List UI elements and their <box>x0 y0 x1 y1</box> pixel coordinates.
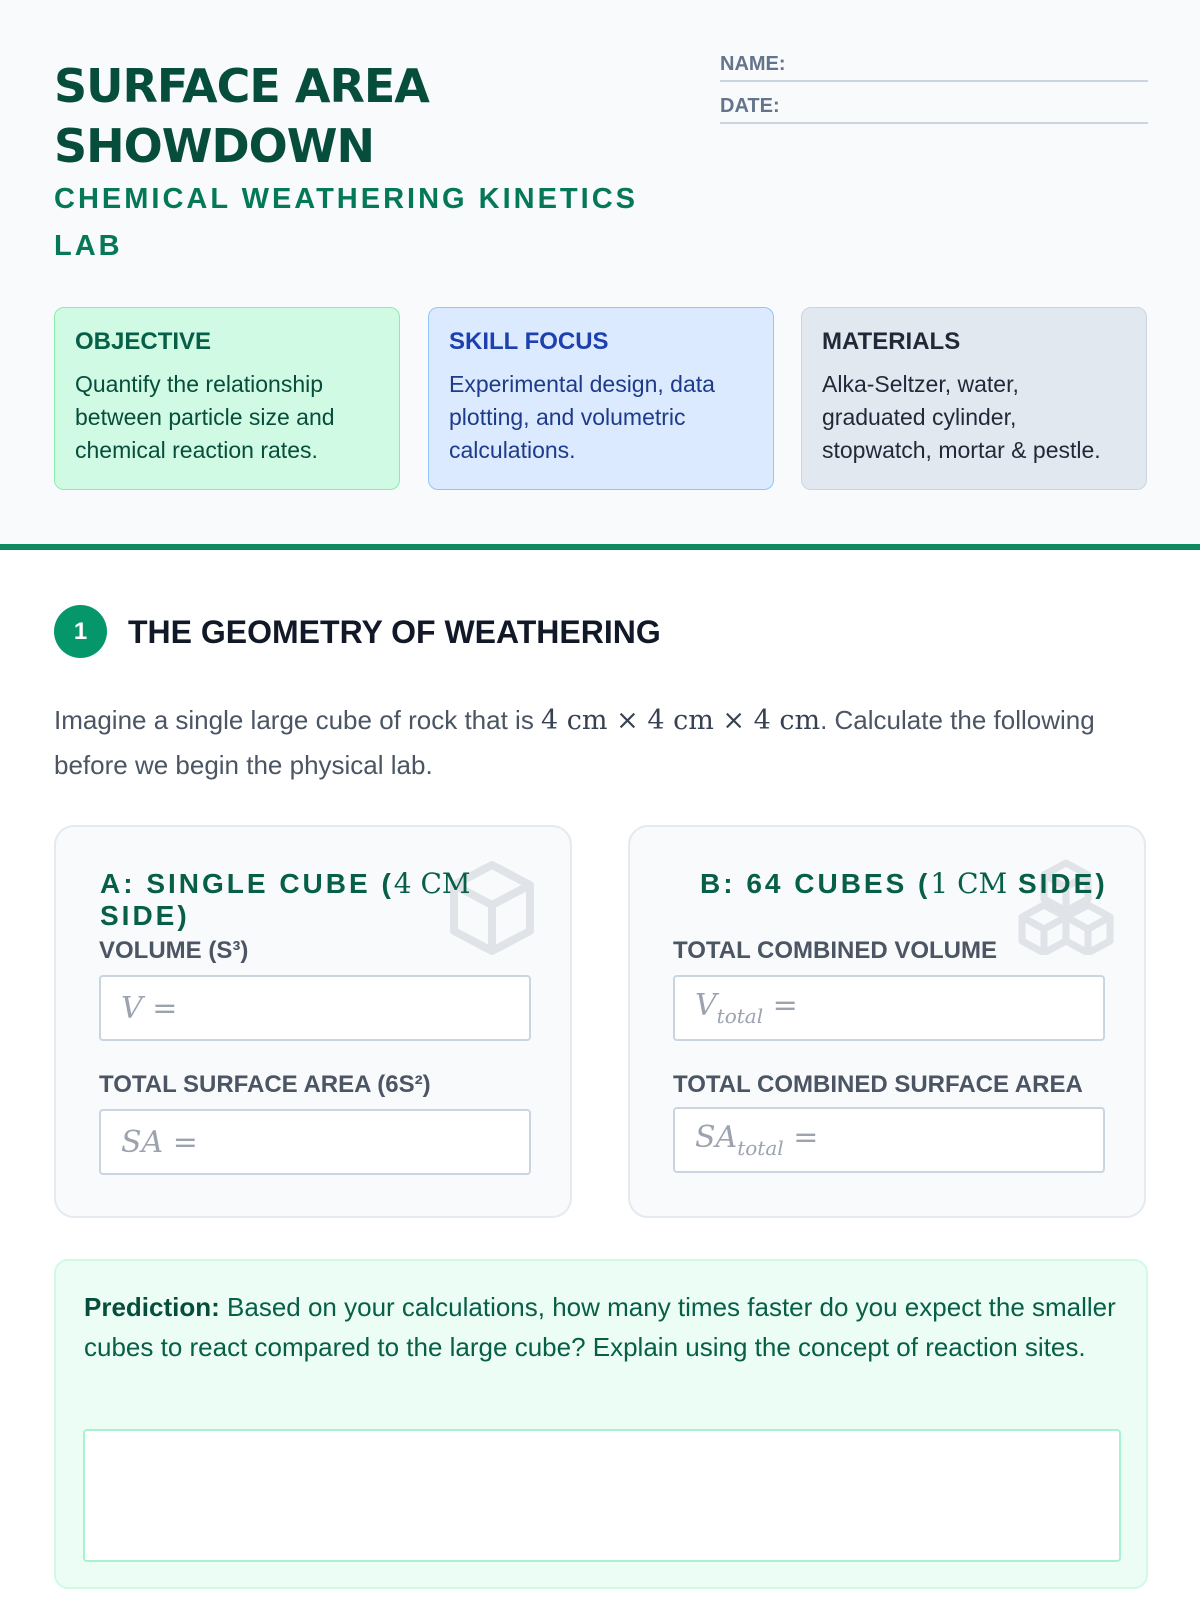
many-cubes-panel <box>628 825 1146 1218</box>
single-cube-title-prefix: A: SINGLE CUBE ( <box>100 868 394 899</box>
single-cube-surface-area-input[interactable] <box>99 1109 531 1175</box>
volume-subscript: total <box>716 1004 764 1028</box>
objective-label: OBJECTIVE <box>75 328 212 355</box>
surface-area-subscript: total <box>737 1136 784 1160</box>
prediction-answer-input[interactable] <box>83 1429 1121 1562</box>
prediction-text: Based on your calculations, how many times faster do you expect the smaller cubes to react compared to the large cube? Explain using the concept of reaction sites. <box>84 1292 1116 1362</box>
materials-label: MATERIALS <box>822 328 961 355</box>
combined-volume-input[interactable] <box>673 975 1105 1041</box>
combined-volume-placeholder: $V_{total}$ = <box>695 988 798 1028</box>
surface-area-symbol: SA <box>695 1120 738 1155</box>
section-title: THE GEOMETRY OF WEATHERING <box>128 614 661 650</box>
section-intro <box>54 698 1150 787</box>
title-line-2: SHOWDOWN <box>54 119 374 173</box>
name-field[interactable] <box>720 46 1148 82</box>
prediction-lead: Prediction: <box>84 1292 220 1322</box>
worksheet-subtitle <box>54 176 694 270</box>
many-cubes-title-prefix: B: 64 CUBES ( <box>700 868 931 899</box>
objective-card <box>54 307 400 490</box>
combined-surface-area-placeholder: $SA_{total}$ = <box>695 1120 819 1160</box>
single-cube-title <box>56 867 570 932</box>
subtitle-line-1: CHEMICAL WEATHERING KINETICS <box>54 183 638 215</box>
combined-volume-label: TOTAL COMBINED VOLUME <box>673 937 997 964</box>
single-cube-side-length: 4 CM <box>393 867 471 900</box>
intro-text-a: Imagine a single large cube of rock that is <box>54 705 542 735</box>
single-cube-volume-label: VOLUME (S³) <box>99 937 249 964</box>
objective-text: Quantify the relationship between particle size and chemical reaction rates. <box>75 371 335 463</box>
surface-area-placeholder: SA = <box>121 1124 198 1160</box>
many-cubes-side-length: 1 CM <box>930 867 1008 900</box>
date-field[interactable] <box>720 88 1148 124</box>
subtitle-line-2: LAB <box>54 230 123 262</box>
single-cube-surface-area-label: TOTAL SURFACE AREA (6S²) <box>99 1071 431 1098</box>
volume-placeholder: V = <box>121 990 178 1026</box>
worksheet-title <box>54 56 614 176</box>
single-cube-volume-input[interactable] <box>99 975 531 1041</box>
skill-focus-label: SKILL FOCUS <box>449 328 609 355</box>
combined-surface-area-label: TOTAL COMBINED SURFACE AREA <box>673 1071 1083 1098</box>
title-line-1: SURFACE AREA <box>54 59 429 113</box>
intro-dimensions: 4 cm × 4 cm × 4 cm <box>541 705 821 736</box>
skill-focus-card <box>428 307 774 490</box>
section-number-badge: 1 <box>54 605 107 658</box>
materials-text: Alka-Seltzer, water, graduated cylinder, stopwatch, mortar & pestle. <box>822 371 1101 463</box>
name-label: NAME: <box>720 53 786 75</box>
skill-focus-text: Experimental design, data plotting, and volumetric calculations. <box>449 371 715 463</box>
date-label: DATE: <box>720 95 780 117</box>
worksheet-header <box>0 0 1200 550</box>
intro-text-b: . Calculate the following before we begin the physical lab. <box>54 705 1095 780</box>
volume-symbol: V <box>695 988 717 1023</box>
many-cubes-title-suffix: SIDE) <box>1007 868 1108 899</box>
materials-card <box>801 307 1147 490</box>
single-cube-title-suffix: SIDE) <box>100 900 190 931</box>
many-cubes-title <box>630 867 1144 900</box>
single-cube-panel <box>54 825 572 1218</box>
combined-surface-area-input[interactable] <box>673 1107 1105 1173</box>
prediction-question <box>84 1287 1124 1367</box>
prediction-box <box>54 1259 1148 1589</box>
